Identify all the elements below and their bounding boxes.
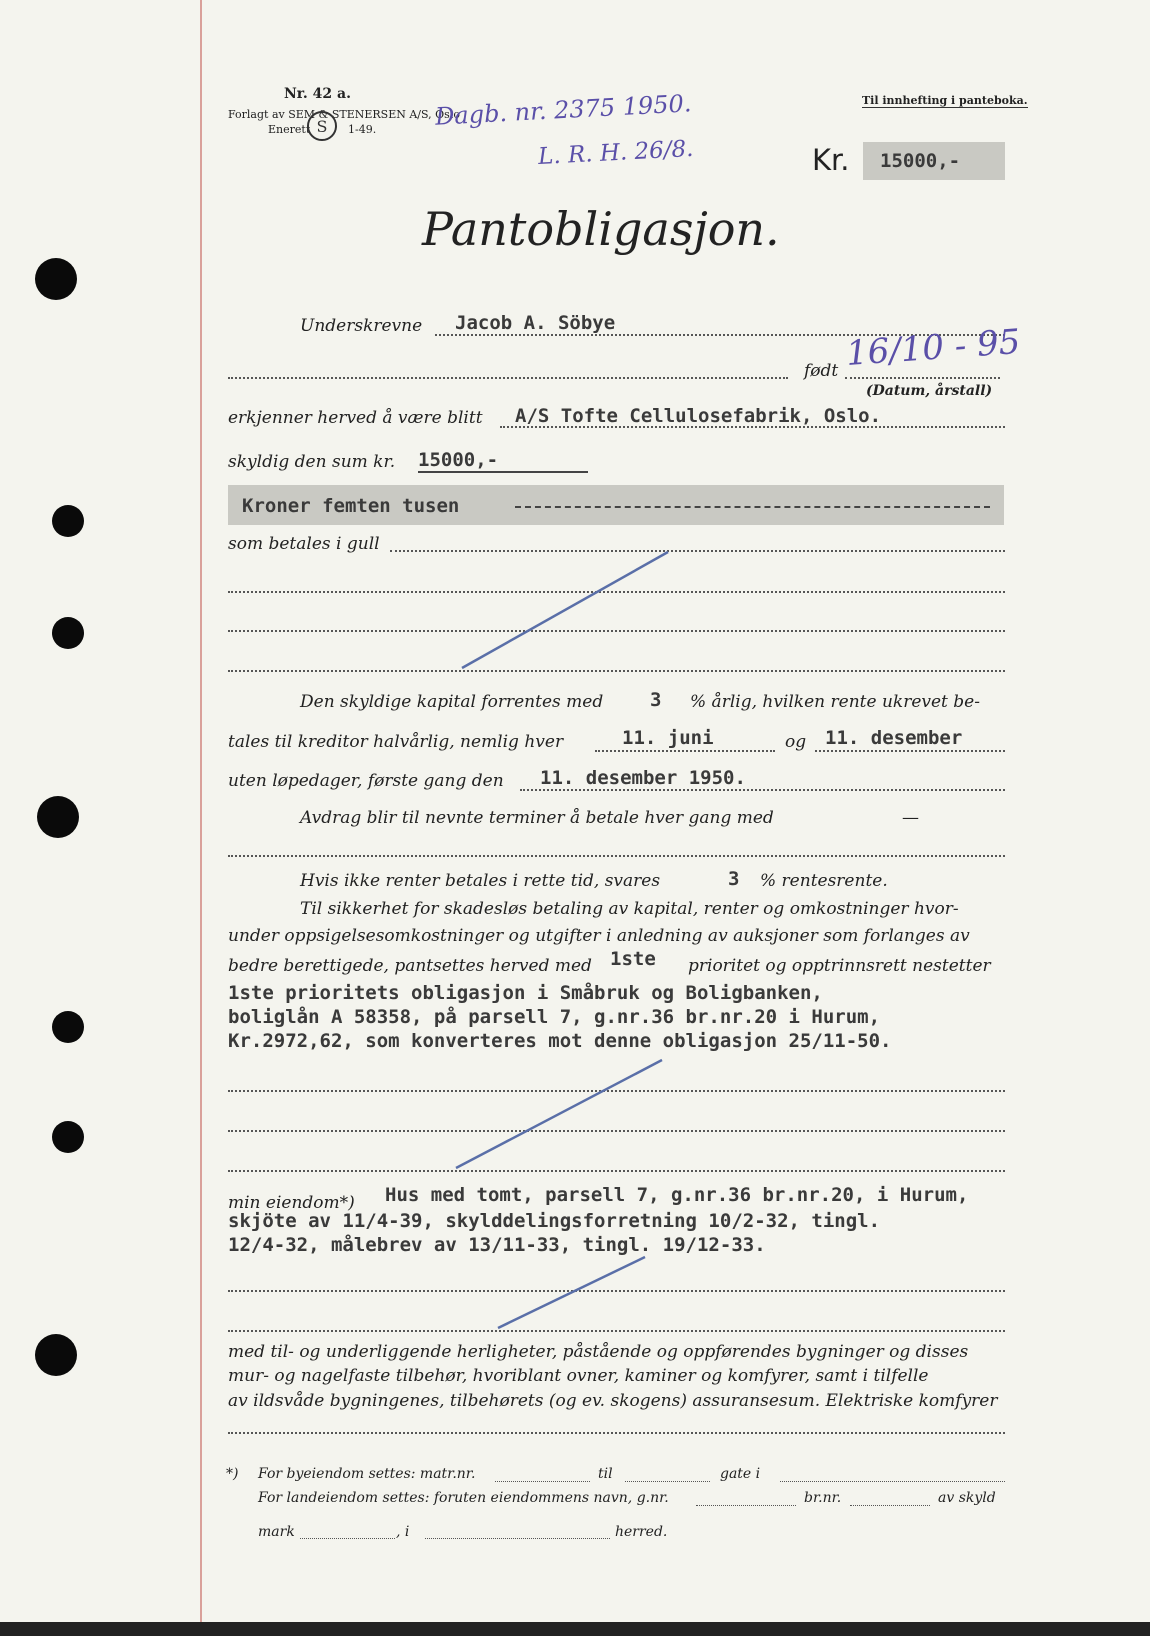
svg-text:S: S [316,117,328,136]
priority-text-2: boliglån A 58358, på parsell 7, g.nr.36 br.nr.20 i Hurum, [228,1006,881,1028]
instalments-value: — [902,808,919,828]
interest-suffix: % årlig, hvilken rente ukrevet be- [690,692,980,712]
strike-stroke-priority [456,1060,662,1168]
strike-stroke-gold [462,552,668,668]
property-label: min eiendom*) [228,1193,355,1213]
footnote-skyld: av skyld [938,1490,996,1506]
default-rate: 3 [728,868,740,890]
amount-words: Kroner femten tusen [242,495,460,517]
undersigned-value: Jacob A. Söbye [455,312,616,334]
default-label: Hvis ikke renter betales i rette tid, svares [300,871,661,891]
top-right-note: Til innhefting i panteboka. [862,94,1028,107]
registration-initials: L. R. H. 26/8. [537,135,695,171]
security-line-3b: prioritet og opptrinnsrett nestetter [688,956,991,976]
priority-text-3: Kr.2972,62, som konverteres mot denne obligasjon 25/11-50. [228,1030,892,1052]
og-label: og [785,732,807,752]
closing-line-1: med til- og underliggende herligheter, påstående og oppførendes bygninger og disses [228,1342,969,1362]
instalments-label: Avdrag blir til nevnte terminer å betale hver gang med [300,808,774,828]
priority-value: 1ste [610,948,656,970]
term2-value: 11. desember [825,727,963,749]
pay-to-label: tales til kreditor halvårlig, nemlig hver [228,732,564,752]
interest-label: Den skyldige kapital forrentes med [300,692,604,712]
first-time-value: 11. desember 1950. [540,767,746,789]
acknowledge-label: erkjenner herved å være blitt [228,408,483,428]
form-number: Nr. 42 a. [284,86,351,102]
footnote-city: For byeiendom settes: matr.nr. [258,1466,476,1482]
security-line-3a: bedre berettigede, pantsettes herved med [228,956,592,976]
property-text-2: skjöte av 11/4-39, skylddelingsforretning 10/2-32, tingl. [228,1210,881,1232]
born-value: 16/10 - 95 [844,321,1022,375]
footnote-mark: mark [258,1524,295,1540]
amount-label: Kr. [812,143,850,177]
creditor-value: A/S Tofte Cellulosefabrik, Oslo. [515,405,882,427]
priority-text-1: 1ste prioritets obligasjon i Småbruk og Boligbanken, [228,982,823,1004]
born-label: født [804,361,839,381]
diary-number: Dagb. nr. 2375 1950. [434,89,693,131]
security-line-2: under oppsigelsesomkostninger og utgifter i anledning av auksjoner som forlanges av [228,926,970,946]
closing-line-3: av ildsvåde bygningenes, tilbehørets (og ev. skogens) assuransesum. Elektriske komfyrer [228,1391,998,1411]
default-suffix: % rentesrente. [760,871,888,891]
term1-value: 11. juni [622,727,714,749]
footnote-star: *) [226,1466,239,1482]
closing-line-2: mur- og nagelfaste tilbehør, hvoriblant ovner, kaminer og komfyrer, samt i tilfelle [228,1366,929,1386]
property-text-1: Hus med tomt, parsell 7, g.nr.36 br.nr.20, i Hurum, [385,1184,969,1206]
strike-stroke-property [498,1257,645,1328]
first-time-label: uten løpedager, første gang den [228,771,504,791]
property-text-3: 12/4-32, målebrev av 13/11-33, tingl. 19/12-33. [228,1234,766,1256]
publisher-rights: Enerett [268,123,311,136]
footnote-til: til [598,1466,613,1482]
footnote-herred: herred. [615,1524,668,1540]
gold-label: som betales i gull [228,534,380,554]
footnote-i: , i [396,1524,410,1540]
document-title: Pantobligasjon. [422,202,780,256]
undersigned-label: Underskrevne [300,316,423,336]
publisher: Forlagt av SEM & STENERSEN A/S, Oslo [228,108,460,121]
owe-amount: 15000,- [418,449,588,473]
security-line-1: Til sikkerhet for skadesløs betaling av kapital, renter og omkostninger hvor- [300,899,959,919]
born-hint: (Datum, årstall) [866,383,993,399]
publisher-date: 1-49. [348,123,377,136]
footnote-land: For landeiendom settes: foruten eiendommens navn, g.nr. [258,1490,669,1506]
footnote-gate: gate i [720,1466,761,1482]
interest-rate: 3 [650,689,662,711]
amount-value: 15000,- [880,150,961,172]
owe-label: skyldig den sum kr. [228,452,396,472]
footnote-brnr: br.nr. [804,1490,842,1506]
